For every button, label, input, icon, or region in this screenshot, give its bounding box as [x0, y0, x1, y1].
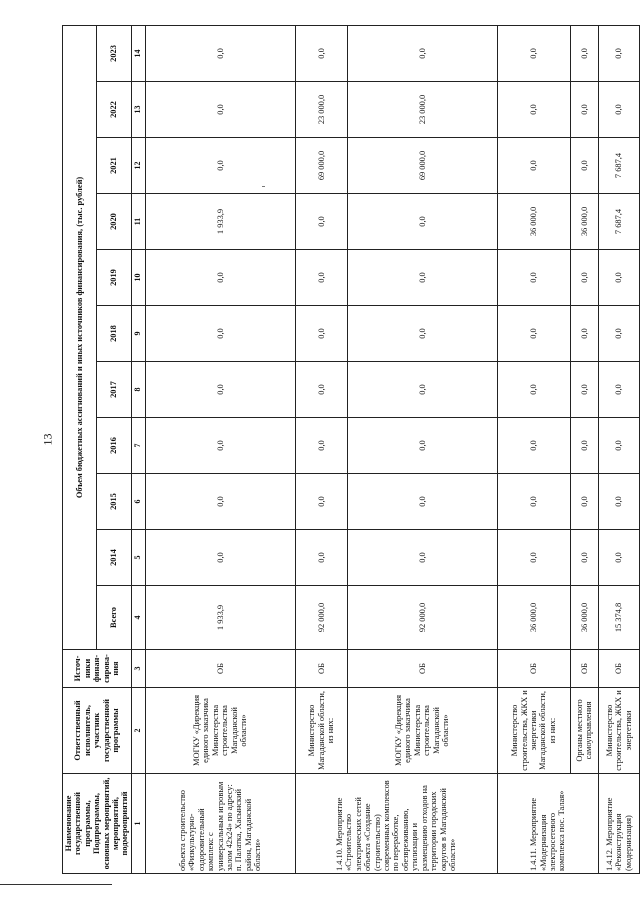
row-executor: Органы местного самоуправления: [570, 688, 599, 774]
row-value: 0,0: [145, 474, 295, 530]
row-total: 36 000,0: [497, 586, 570, 650]
row-value: 0,0: [347, 362, 497, 418]
index-cell: 4: [131, 586, 145, 650]
row-value: 0,0: [347, 474, 497, 530]
row-name: 1.4.12. Мероприятие «Реконструкция (модернизация): [599, 774, 640, 874]
index-cell: 7: [131, 418, 145, 474]
index-cell: 12: [131, 138, 145, 194]
row-value: 0,0: [599, 362, 640, 418]
row-total: 92 000,0: [347, 586, 497, 650]
row-value: 0,0: [145, 306, 295, 362]
financing-table: [62, 25, 640, 874]
row-value: 0,0: [570, 138, 599, 194]
row-value: 0,0: [570, 306, 599, 362]
row-source: ОБ: [347, 650, 497, 688]
index-cell: 11: [131, 194, 145, 250]
row-value: 0,0: [295, 250, 347, 306]
row-value: 23 000,0: [347, 82, 497, 138]
row-value: 7 687,4: [599, 138, 640, 194]
row-value: 0,0: [497, 138, 570, 194]
row-name: объекта строительство «Физкультурно-оздоровительный комплекс с универсальным игровым залом 42х24» по адресу: п. Палатка, Хасынский район, Магаданской области»: [145, 774, 295, 874]
scan-mark: [262, 186, 265, 187]
row-value: 0,0: [295, 362, 347, 418]
row-value: 0,0: [497, 418, 570, 474]
row-value: 0,0: [570, 25, 599, 81]
header-year: 2022: [97, 82, 131, 138]
header-year: 2021: [97, 138, 131, 194]
row-value: 0,0: [570, 530, 599, 586]
row-value: 69 000,0: [295, 138, 347, 194]
page-number: 13: [40, 433, 55, 446]
row-value: 0,0: [295, 194, 347, 250]
row-value: 0,0: [145, 82, 295, 138]
row-source: ОБ: [145, 650, 295, 688]
index-cell: 9: [131, 306, 145, 362]
row-source: ОБ: [497, 650, 570, 688]
row-value: 0,0: [497, 82, 570, 138]
row-total: 15 374,8: [599, 586, 640, 650]
row-value: 0,0: [145, 250, 295, 306]
table-row: [599, 25, 640, 873]
row-value: 0,0: [347, 306, 497, 362]
row-value: 0,0: [570, 418, 599, 474]
header-year: 2017: [97, 362, 131, 418]
row-value: 0,0: [599, 25, 640, 81]
header-row-1: [63, 25, 97, 873]
row-value: 69 000,0: [347, 138, 497, 194]
row-executor: МОГКУ «Дирекция единого заказчика Министерства строительства Магаданской области»: [145, 688, 295, 774]
row-source: ОБ: [599, 650, 640, 688]
row-value: 0,0: [145, 362, 295, 418]
header-year: 2023: [97, 25, 131, 81]
row-value: 23 000,0: [295, 82, 347, 138]
header-year: 2020: [97, 194, 131, 250]
row-value: 0,0: [570, 474, 599, 530]
row-value: 36 000,0: [497, 194, 570, 250]
row-executor: Министерство Магаданской области, из них:: [295, 688, 347, 774]
row-value: 36 000,0: [570, 194, 599, 250]
index-cell: 1: [131, 774, 145, 874]
row-value: 0,0: [347, 418, 497, 474]
row-value: 0,0: [295, 474, 347, 530]
row-value: 0,0: [570, 250, 599, 306]
row-executor: МОГКУ «Дирекция единого заказчика Министерства строительства Магаданской области»: [347, 688, 497, 774]
row-value: 0,0: [599, 418, 640, 474]
row-value: 0,0: [497, 474, 570, 530]
row-value: 0,0: [599, 474, 640, 530]
row-value: 0,0: [295, 530, 347, 586]
bottom-rule: [0, 884, 112, 885]
table-row: [570, 25, 599, 873]
row-source: ОБ: [295, 650, 347, 688]
row-value: 0,0: [145, 418, 295, 474]
table-row: [347, 25, 497, 873]
row-value: 0,0: [347, 250, 497, 306]
row-value: 0,0: [497, 250, 570, 306]
row-value: 0,0: [570, 362, 599, 418]
header-source: Источ-ники финан-сирова-ния: [63, 650, 132, 688]
row-total: 1 933,9: [145, 586, 295, 650]
header-year: 2019: [97, 250, 131, 306]
header-year: 2018: [97, 306, 131, 362]
header-volume: Объем бюджетных ассигнований и иных источников финансирования, (тыс. рублей): [63, 25, 97, 649]
index-cell: 8: [131, 362, 145, 418]
row-total: 36 000,0: [570, 586, 599, 650]
index-cell: 6: [131, 474, 145, 530]
row-value: 0,0: [295, 25, 347, 81]
row-executor: Министерство строительства, ЖКХ и энергетики: [599, 688, 640, 774]
row-name: 1.4.11. Мероприятие «Модернизация электросетевого комплекса пос. Талая»: [497, 774, 599, 874]
row-value: 0,0: [347, 194, 497, 250]
row-value: 0,0: [145, 530, 295, 586]
index-cell: 13: [131, 82, 145, 138]
row-value: 0,0: [497, 530, 570, 586]
index-cell: 2: [131, 688, 145, 774]
row-value: 0,0: [599, 250, 640, 306]
index-row: [131, 25, 145, 873]
index-cell: 3: [131, 650, 145, 688]
row-name: 1.4.10. Мероприятие «Строительство электрических сетей объекта «Создание (строительство) современных комплексов по переработке, обезвреживанию, утилизации и размещению отходов на территории городских округов в Магаданской области»: [295, 774, 497, 874]
index-cell: 10: [131, 250, 145, 306]
row-total: 92 000,0: [295, 586, 347, 650]
header-total: Всего: [97, 586, 131, 650]
row-value: 0,0: [497, 362, 570, 418]
index-cell: 5: [131, 530, 145, 586]
row-value: 7 687,4: [599, 194, 640, 250]
row-executor: Министерство строительства, ЖКХ и энергетики Магаданской области, из них:: [497, 688, 570, 774]
row-value: 0,0: [570, 82, 599, 138]
row-value: 0,0: [145, 25, 295, 81]
header-name: Наименование государственной программы, Подпрограммы, основных мероприятий, мероприятий, подмероприятий: [63, 774, 132, 874]
row-value: 0,0: [599, 306, 640, 362]
row-source: ОБ: [570, 650, 599, 688]
header-year: 2014: [97, 530, 131, 586]
table-row: [497, 25, 570, 873]
row-value: 0,0: [497, 25, 570, 81]
header-year: 2015: [97, 474, 131, 530]
header-year: 2016: [97, 418, 131, 474]
row-value: 0,0: [599, 82, 640, 138]
row-value: 1 933,9: [145, 194, 295, 250]
row-value: 0,0: [347, 25, 497, 81]
rotated-table-wrapper: [62, 26, 633, 874]
table-row: [145, 25, 295, 873]
row-value: 0,0: [497, 306, 570, 362]
row-value: 0,0: [599, 530, 640, 586]
row-value: 0,0: [295, 418, 347, 474]
row-value: 0,0: [145, 138, 295, 194]
row-value: 0,0: [295, 306, 347, 362]
header-executor: Ответственный исполнитель, участник государственной программы: [63, 688, 132, 774]
index-cell: 14: [131, 25, 145, 81]
table-row: [295, 25, 347, 873]
row-value: 0,0: [347, 530, 497, 586]
